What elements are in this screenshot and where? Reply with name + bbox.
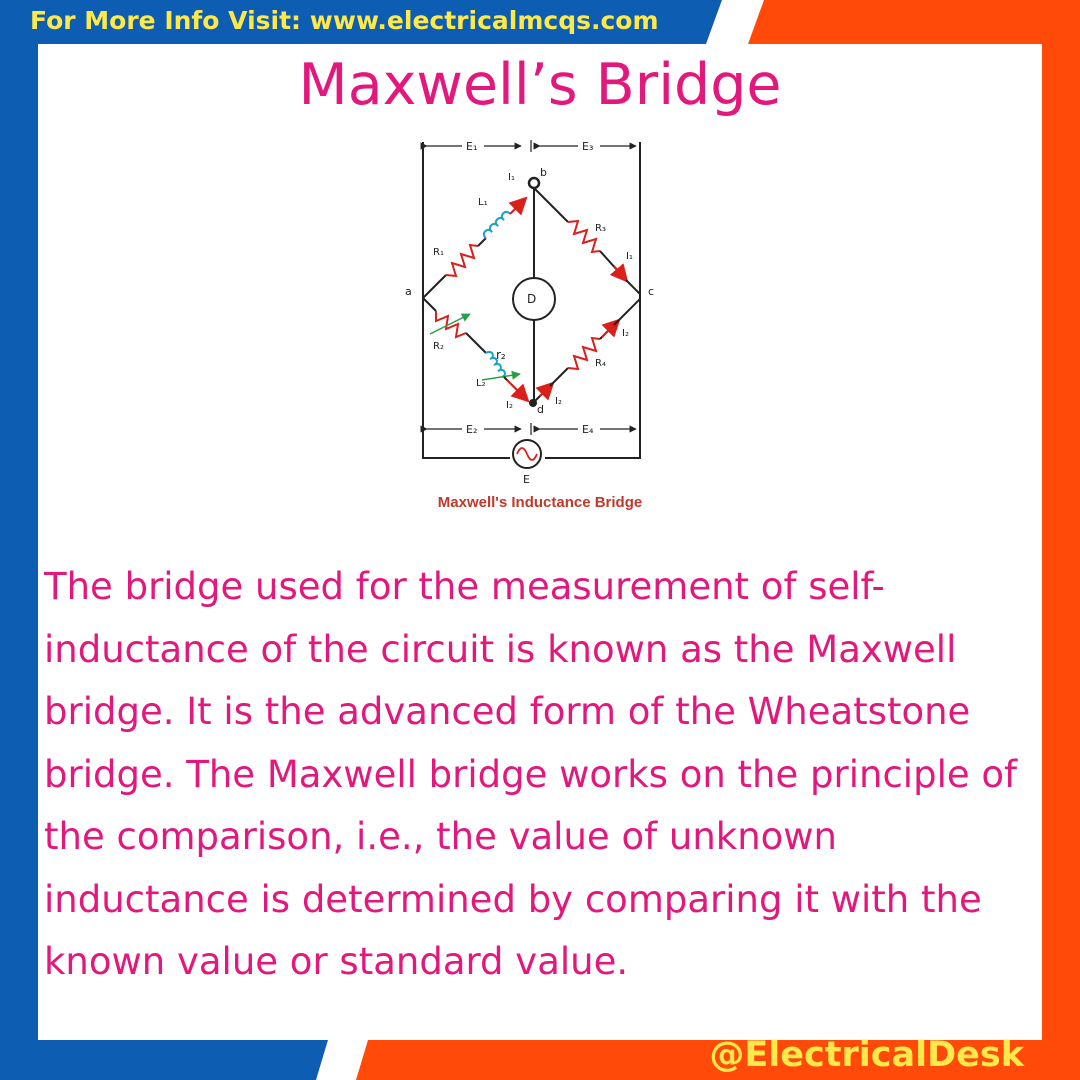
label-i1-right: I₁ <box>626 251 633 262</box>
page-title: Maxwell’s Bridge <box>298 52 782 118</box>
label-node-d: d <box>537 403 544 416</box>
label-r2: R₂ <box>433 341 444 352</box>
label-i2-right: I₂ <box>622 328 629 339</box>
node-d <box>529 399 537 407</box>
label-i1-top: I₁ <box>508 172 515 183</box>
outer-wire-left <box>423 142 510 458</box>
blue-left-band <box>0 0 38 1080</box>
label-detector: D <box>527 292 537 306</box>
label-l1: L₁ <box>478 197 488 208</box>
label-l2: L₂ <box>476 378 486 389</box>
wire-c-node <box>626 280 640 294</box>
wire-r1-l1 <box>478 238 486 246</box>
blue-bottom-band <box>0 1040 328 1080</box>
label-node-c: c <box>648 285 655 298</box>
diagram-caption: Maxwell's Inductance Bridge <box>437 494 643 511</box>
wire-a-r2 <box>423 298 436 311</box>
node-b <box>529 178 539 188</box>
wire-r4-left <box>550 368 568 386</box>
label-r3: R₃ <box>595 223 606 234</box>
current-arrow-i1-right <box>614 266 626 280</box>
website-banner: For More Info Visit: www.electricalmcqs.com <box>30 6 659 35</box>
label-r4: R₄ <box>595 358 606 369</box>
current-arrow-i1 <box>510 199 525 214</box>
label-e3: E₃ <box>582 140 594 153</box>
label-e1: E₁ <box>466 140 478 153</box>
label-r1: R₁ <box>433 247 444 258</box>
wire-a-r1 <box>423 275 446 298</box>
social-handle: @ElectricalDesk <box>709 1035 1024 1075</box>
outer-wire-right <box>545 142 640 458</box>
label-e2: E₂ <box>466 423 478 436</box>
label-source-e: E <box>523 473 530 486</box>
label-i2-mid: I₂ <box>555 396 562 407</box>
label-r2-small: r₂ <box>496 348 506 362</box>
label-node-b: b <box>540 166 547 179</box>
inductor-l1 <box>484 212 510 238</box>
wire-b-r3 <box>534 188 568 222</box>
variable-arrow-l2 <box>482 374 520 380</box>
description-text: The bridge used for the measurement of self-inductance of the circuit is known as the Maxwell bridge. It is the advanced form of the Wheatstone bridge. The Maxwell bridge works on the principle of the comparison, i.e., the value of unknown inductance is determined by comparing it with the known value or standard value. <box>44 565 1018 983</box>
maxwell-bridge-circuit <box>390 128 690 498</box>
label-node-a: a <box>405 285 412 298</box>
label-i2-left: I₂ <box>506 400 513 411</box>
resistor-r1 <box>446 245 478 276</box>
wire-c-lower <box>614 299 640 325</box>
label-e4: E₄ <box>582 423 594 436</box>
current-arrow-i2-left <box>507 380 527 400</box>
wire-r2-l2 <box>466 333 486 353</box>
